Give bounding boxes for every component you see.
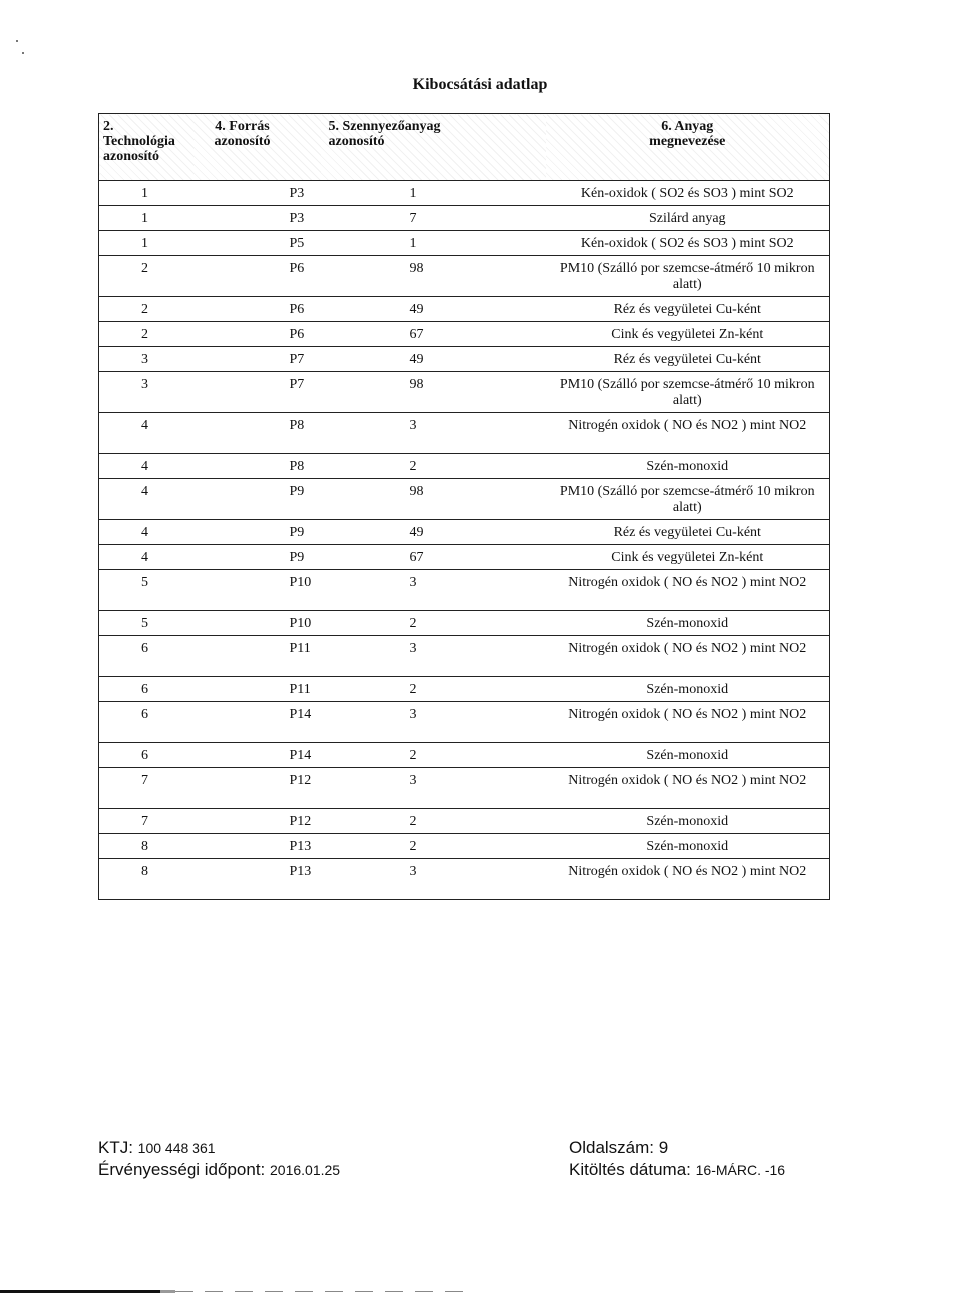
- cell-technology-id: 4: [99, 479, 194, 520]
- page-number-value: 9: [658, 1138, 669, 1157]
- cell-source-id: P13: [194, 834, 321, 859]
- cell-source-id: P11: [194, 636, 321, 677]
- cell-source-id: P9: [194, 479, 321, 520]
- cell-pollutant-id: 2: [321, 834, 546, 859]
- cell-pollutant-id: 2: [321, 454, 546, 479]
- cell-pollutant-id: 3: [321, 636, 546, 677]
- cell-source-id: P10: [194, 570, 321, 611]
- cell-pollutant-id: 1: [321, 181, 546, 206]
- cell-pollutant-id: 49: [321, 520, 546, 545]
- cell-source-id: P13: [194, 859, 321, 900]
- table-row: [99, 859, 830, 900]
- validity-line: [98, 1159, 340, 1181]
- cell-technology-id: 6: [99, 677, 194, 702]
- cell-technology-id: 4: [99, 454, 194, 479]
- table-row: [99, 347, 830, 372]
- footer-right: [569, 1137, 785, 1181]
- table-row: [99, 181, 830, 206]
- table-row: [99, 768, 830, 809]
- footer-left: [98, 1137, 340, 1181]
- cell-technology-id: 4: [99, 520, 194, 545]
- cell-substance-name: Cink és vegyületei Zn-ként: [546, 545, 830, 570]
- table-row: [99, 809, 830, 834]
- validity-label: Érvényességi időpont:: [98, 1160, 270, 1179]
- cell-technology-id: 7: [99, 768, 194, 809]
- table-row: [99, 611, 830, 636]
- scan-speck: [16, 40, 18, 42]
- table-row: [99, 256, 830, 297]
- table-row: [99, 677, 830, 702]
- cell-substance-name: Szén-monoxid: [546, 611, 830, 636]
- cell-pollutant-id: 7: [321, 206, 546, 231]
- cell-technology-id: 3: [99, 372, 194, 413]
- cell-technology-id: 1: [99, 206, 194, 231]
- cell-substance-name: Nitrogén oxidok ( NO és NO2 ) mint NO2: [546, 859, 830, 900]
- cell-substance-name: Szilárd anyag: [546, 206, 830, 231]
- scan-edge-line: [0, 1290, 960, 1293]
- cell-source-id: P9: [194, 520, 321, 545]
- cell-technology-id: 1: [99, 181, 194, 206]
- cell-substance-name: PM10 (Szálló por szemcse-átmérő 10 mikron alatt): [546, 256, 830, 297]
- table-row: [99, 413, 830, 454]
- cell-pollutant-id: 67: [321, 322, 546, 347]
- table-row: [99, 206, 830, 231]
- table-row: [99, 570, 830, 611]
- cell-technology-id: 8: [99, 859, 194, 900]
- cell-source-id: P12: [194, 768, 321, 809]
- cell-technology-id: 6: [99, 702, 194, 743]
- cell-substance-name: Szén-monoxid: [546, 743, 830, 768]
- page-number-line: [569, 1137, 785, 1159]
- cell-substance-name: PM10 (Szálló por szemcse-átmérő 10 mikron alatt): [546, 372, 830, 413]
- cell-substance-name: PM10 (Szálló por szemcse-átmérő 10 mikron alatt): [546, 479, 830, 520]
- fill-date-line: [569, 1159, 785, 1181]
- cell-pollutant-id: 3: [321, 702, 546, 743]
- cell-source-id: P6: [194, 256, 321, 297]
- cell-technology-id: 7: [99, 809, 194, 834]
- cell-technology-id: 8: [99, 834, 194, 859]
- cell-pollutant-id: 1: [321, 231, 546, 256]
- table-row: [99, 520, 830, 545]
- cell-technology-id: 2: [99, 322, 194, 347]
- header-substance-name: 6. Anyag megnevezése: [546, 114, 830, 181]
- cell-pollutant-id: 2: [321, 743, 546, 768]
- cell-substance-name: Kén-oxidok ( SO2 és SO3 ) mint SO2: [546, 181, 830, 206]
- cell-technology-id: 5: [99, 570, 194, 611]
- header-pollutant-id: 5. Szennyezőanyag azonosító: [321, 114, 546, 181]
- header-technology-id: 2. Technológia azonosító: [99, 114, 194, 181]
- cell-substance-name: Nitrogén oxidok ( NO és NO2 ) mint NO2: [546, 413, 830, 454]
- cell-source-id: P12: [194, 809, 321, 834]
- fill-date-value: 16-MÁRC. -16: [695, 1162, 786, 1178]
- table-row: [99, 479, 830, 520]
- cell-source-id: P8: [194, 413, 321, 454]
- cell-pollutant-id: 98: [321, 372, 546, 413]
- cell-technology-id: 2: [99, 256, 194, 297]
- table-row: [99, 372, 830, 413]
- cell-source-id: P14: [194, 702, 321, 743]
- page-title: Kibocsátási adatlap: [412, 76, 548, 93]
- header-source-id: 4. Forrás azonosító: [194, 114, 321, 181]
- table-row: [99, 834, 830, 859]
- cell-pollutant-id: 2: [321, 611, 546, 636]
- validity-value: 2016.01.25: [270, 1162, 341, 1178]
- table-row: [99, 231, 830, 256]
- cell-pollutant-id: 3: [321, 768, 546, 809]
- cell-substance-name: Réz és vegyületei Cu-ként: [546, 520, 830, 545]
- cell-source-id: P7: [194, 372, 321, 413]
- table-row: [99, 297, 830, 322]
- cell-source-id: P8: [194, 454, 321, 479]
- table-row: [99, 322, 830, 347]
- cell-pollutant-id: 3: [321, 570, 546, 611]
- table-row: [99, 636, 830, 677]
- fill-date-label: Kitöltés dátuma:: [569, 1160, 696, 1179]
- ktj-label: KTJ:: [98, 1138, 138, 1157]
- cell-source-id: P6: [194, 297, 321, 322]
- table-header-row: [99, 114, 830, 181]
- ktj-value: 100 448 361: [137, 1140, 216, 1156]
- table-row: [99, 743, 830, 768]
- scan-edge-dashes: [175, 1291, 475, 1292]
- cell-substance-name: Nitrogén oxidok ( NO és NO2 ) mint NO2: [546, 768, 830, 809]
- table-row: [99, 702, 830, 743]
- cell-technology-id: 5: [99, 611, 194, 636]
- cell-pollutant-id: 3: [321, 413, 546, 454]
- cell-pollutant-id: 49: [321, 297, 546, 322]
- table-row: [99, 454, 830, 479]
- ktj-line: [98, 1137, 340, 1159]
- cell-technology-id: 1: [99, 231, 194, 256]
- emission-table: [98, 113, 830, 900]
- cell-source-id: P5: [194, 231, 321, 256]
- cell-substance-name: Nitrogén oxidok ( NO és NO2 ) mint NO2: [546, 636, 830, 677]
- cell-source-id: P3: [194, 206, 321, 231]
- cell-technology-id: 4: [99, 545, 194, 570]
- table-row: [99, 545, 830, 570]
- cell-technology-id: 6: [99, 636, 194, 677]
- cell-pollutant-id: 98: [321, 256, 546, 297]
- cell-substance-name: Cink és vegyületei Zn-ként: [546, 322, 830, 347]
- cell-technology-id: 3: [99, 347, 194, 372]
- cell-source-id: P7: [194, 347, 321, 372]
- table-body: [99, 181, 830, 900]
- scan-speck: [22, 52, 24, 54]
- cell-substance-name: Szén-monoxid: [546, 677, 830, 702]
- cell-technology-id: 6: [99, 743, 194, 768]
- page-number-label: Oldalszám:: [569, 1138, 659, 1157]
- cell-source-id: P14: [194, 743, 321, 768]
- cell-pollutant-id: 3: [321, 859, 546, 900]
- cell-substance-name: Réz és vegyületei Cu-ként: [546, 347, 830, 372]
- cell-pollutant-id: 2: [321, 677, 546, 702]
- cell-pollutant-id: 2: [321, 809, 546, 834]
- cell-source-id: P3: [194, 181, 321, 206]
- cell-pollutant-id: 49: [321, 347, 546, 372]
- cell-technology-id: 2: [99, 297, 194, 322]
- cell-source-id: P11: [194, 677, 321, 702]
- cell-pollutant-id: 98: [321, 479, 546, 520]
- cell-source-id: P10: [194, 611, 321, 636]
- cell-substance-name: Nitrogén oxidok ( NO és NO2 ) mint NO2: [546, 702, 830, 743]
- cell-substance-name: Szén-monoxid: [546, 809, 830, 834]
- cell-substance-name: Kén-oxidok ( SO2 és SO3 ) mint SO2: [546, 231, 830, 256]
- cell-source-id: P9: [194, 545, 321, 570]
- cell-technology-id: 4: [99, 413, 194, 454]
- cell-substance-name: Réz és vegyületei Cu-ként: [546, 297, 830, 322]
- cell-source-id: P6: [194, 322, 321, 347]
- cell-substance-name: Nitrogén oxidok ( NO és NO2 ) mint NO2: [546, 570, 830, 611]
- cell-pollutant-id: 67: [321, 545, 546, 570]
- cell-substance-name: Szén-monoxid: [546, 834, 830, 859]
- cell-substance-name: Szén-monoxid: [546, 454, 830, 479]
